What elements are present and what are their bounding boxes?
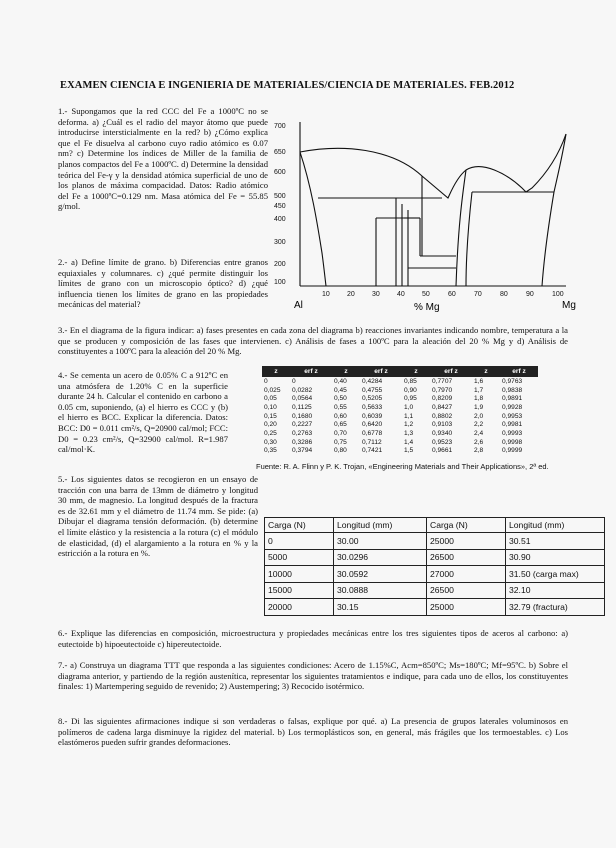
table-header: erf z bbox=[290, 366, 332, 377]
table-cell: 32.79 (fractura) bbox=[506, 599, 605, 616]
x-tick-label: 20 bbox=[347, 291, 355, 298]
y-tick-label: 450 bbox=[274, 203, 286, 210]
table-cell: 1,0 bbox=[404, 403, 414, 411]
table-row bbox=[265, 599, 605, 616]
table-cell: 0,9103 bbox=[432, 421, 453, 429]
table-cell: 0,35 bbox=[264, 447, 277, 455]
table-cell: 0,20 bbox=[264, 421, 277, 429]
mg-solvus bbox=[542, 192, 554, 286]
table-cell: 0,15 bbox=[264, 412, 277, 420]
question-5: 5.- Los siguientes datos se recogieron en un ensayo de tracción con una barra de 13mm de diámetro y longitud 30 mm, de magnesio. La longitud después de la fractura es de 32.61 mm y el diámetro de 11.74 mm. Se pide: (a) Dibujar el diagrama tensión deformación. (b) determine el límite elástico y la resistencia a la rotura (c) el módulo de elasticidad, (d) el alargamiento a la rotura en % y la estricción a la rotura en %. bbox=[58, 474, 258, 559]
y-tick-label: 400 bbox=[274, 216, 286, 223]
table-cell: 1,1 bbox=[404, 412, 414, 420]
table-cell: 0,90 bbox=[404, 386, 417, 394]
table-cell: 1,9 bbox=[474, 403, 484, 411]
table-cell: 0,9661 bbox=[432, 447, 453, 455]
x-tick-label: 60 bbox=[448, 291, 456, 298]
question-1: 1.- Supongamos que la red CCC del Fe a 1000ºC no se deforma. a) ¿Cuál es el radio del mayor átomo que puede introducirse intersticialmente en la red? b) ¿Cómo explica que el Fe disuelva al carbono cuyo radio atómico es 0.07 nm? c) Determine los índices de Miller de la familia de planos compactos del Fe a 1000ºC. d) Determine la densidad teórica del Fe-γ y la densidad atómica superficial de uno de los planos de máxima compacidad. Datos: Radio atómico del Fe a 1000ºC=0.129 nm. Masa atómica del Fe = 55.85 g/mol. bbox=[58, 106, 268, 212]
table-cell: 0,6039 bbox=[362, 412, 383, 420]
table-row bbox=[262, 429, 538, 438]
table-header: z bbox=[402, 366, 430, 377]
y-tick-label: 100 bbox=[274, 279, 286, 286]
table-cell: 0,8802 bbox=[432, 412, 453, 420]
table-header: z bbox=[472, 366, 500, 377]
table-cell: 2,0 bbox=[474, 412, 484, 420]
tensile-data-table bbox=[264, 517, 605, 616]
table-cell: 0,25 bbox=[264, 429, 277, 437]
phase-line bbox=[456, 170, 466, 286]
table-cell: 2,2 bbox=[474, 421, 484, 429]
table-cell: 26500 bbox=[427, 582, 506, 599]
table-cell: 1,3 bbox=[404, 429, 414, 437]
table-cell: 0,50 bbox=[334, 395, 347, 403]
x-tick-label: 50 bbox=[422, 291, 430, 298]
y-tick-label: 300 bbox=[274, 239, 286, 246]
table-cell: 0,95 bbox=[404, 395, 417, 403]
table-cell: 27000 bbox=[427, 566, 506, 583]
table-cell: 20000 bbox=[265, 599, 334, 616]
table-cell: 0,0282 bbox=[292, 386, 313, 394]
question-3: 3.- En el diagrama de la figura indicar: a) fases presentes en cada zona del diagrama b) reacciones invariantes indicando nombre, temperatura a la que se producen y composición de las fases que intervienen. c) Análisis de fases a 100ºC para la aleación del 20 % Mg y d) Análisis de constituyentes a 100ºC para la aleación del 20 % Mg. bbox=[58, 325, 568, 357]
table-header: Carga (N) bbox=[427, 518, 506, 533]
table-cell: 0,55 bbox=[334, 403, 347, 411]
table-cell: 30.0888 bbox=[334, 582, 427, 599]
table-row bbox=[265, 566, 605, 583]
table-cell: 0,40 bbox=[334, 377, 347, 385]
table-row bbox=[265, 582, 605, 599]
erf-table bbox=[262, 366, 538, 455]
table-cell: 2,4 bbox=[474, 429, 484, 437]
table-cell: 0,9523 bbox=[432, 438, 453, 446]
table-cell: 0,9340 bbox=[432, 429, 453, 437]
table-cell: 0,5633 bbox=[362, 403, 383, 411]
al-label: Al bbox=[294, 300, 303, 311]
table-cell: 25000 bbox=[427, 533, 506, 550]
table-header: Longitud (mm) bbox=[506, 518, 605, 533]
table-row bbox=[265, 533, 605, 550]
question-7: 7.- a) Construya un diagrama TTT que responda a las siguientes condiciones: Acero de 1.15%C, Acm=850ºC; Ms=180ºC; Mf=95ºC. b) Sobre el diagrama anterior, y partiendo de la región austenítica, representar los siguientes tratamientos e indique, para cada uno de ellos, los constituyentes finales: 1) Martempering seguido de revenido; 2) Austempering; 3) Recocido isotérmico. bbox=[58, 660, 568, 692]
y-tick-label: 600 bbox=[274, 169, 286, 176]
table-cell: 0,45 bbox=[334, 386, 347, 394]
table-cell: 0,9891 bbox=[502, 395, 523, 403]
table-cell: 1,6 bbox=[474, 377, 484, 385]
table-cell: 0,8427 bbox=[432, 403, 453, 411]
table-row bbox=[265, 549, 605, 566]
y-tick-label: 500 bbox=[274, 193, 286, 200]
table-cell: 0,6420 bbox=[362, 421, 383, 429]
table-cell: 1,8 bbox=[474, 395, 484, 403]
x-tick-label: 10 bbox=[322, 291, 330, 298]
table-header: z bbox=[332, 366, 360, 377]
y-tick-label: 700 bbox=[274, 123, 286, 130]
table-cell: 1,2 bbox=[404, 421, 414, 429]
table-cell: 0,10 bbox=[264, 403, 277, 411]
table-cell: 0,9838 bbox=[502, 386, 523, 394]
table-row bbox=[262, 438, 538, 447]
table-cell: 30.51 bbox=[506, 533, 605, 550]
x-tick-label: 40 bbox=[397, 291, 405, 298]
table-cell: 0 bbox=[265, 533, 334, 550]
table-row bbox=[262, 377, 538, 386]
table-header: erf z bbox=[500, 366, 538, 377]
table-cell: 5000 bbox=[265, 549, 334, 566]
al-mg-phase-diagram bbox=[272, 118, 582, 314]
table-cell: 1,4 bbox=[404, 438, 414, 446]
table-cell: 0,30 bbox=[264, 438, 277, 446]
x-tick-label: 90 bbox=[526, 291, 534, 298]
table-cell: 30.0296 bbox=[334, 549, 427, 566]
x-axis-label: % Mg bbox=[414, 302, 440, 313]
table-cell: 0,3794 bbox=[292, 447, 313, 455]
question-8: 8.- Di las siguientes afirmaciones indique si son verdaderas o falsas, explique por qué. a) La presencia de grupos laterales voluminosos en polímeros de cadena larga disminuye la rigidez del material. b) Los termoplásticos son, en general, más frágiles que los termoestables. c) Los elastómeros pueden sufrir grandes deformaciones. bbox=[58, 716, 568, 748]
table-cell: 31.50 (carga max) bbox=[506, 566, 605, 583]
table-header: Carga (N) bbox=[265, 518, 334, 533]
table-cell: 2,8 bbox=[474, 447, 484, 455]
table-cell: 0,60 bbox=[334, 412, 347, 420]
table-cell: 0,85 bbox=[404, 377, 417, 385]
table-row bbox=[262, 420, 538, 429]
table-header: z bbox=[262, 366, 290, 377]
table-cell: 2,6 bbox=[474, 438, 484, 446]
table-cell: 0,75 bbox=[334, 438, 347, 446]
table-cell: 30.0592 bbox=[334, 566, 427, 583]
table-row bbox=[262, 403, 538, 412]
table-cell: 25000 bbox=[427, 599, 506, 616]
table-cell: 0,7970 bbox=[432, 386, 453, 394]
table-cell: 0,2763 bbox=[292, 429, 313, 437]
table-cell: 0,2227 bbox=[292, 421, 313, 429]
table-cell: 0 bbox=[264, 377, 268, 385]
table-cell: 0,4755 bbox=[362, 386, 383, 394]
table-cell: 0,9998 bbox=[502, 438, 523, 446]
table-cell: 0,3286 bbox=[292, 438, 313, 446]
table-cell: 0,9981 bbox=[502, 421, 523, 429]
al-solvus bbox=[300, 152, 326, 286]
table-cell: 0,9999 bbox=[502, 447, 523, 455]
question-4: 4.- Se cementa un acero de 0.05% C a 912ºC en una atmósfera de 1.20% C en la superficie durante 24 h. Calcular el contenido en carbono a 0.05 cm, suponiendo, (a) el hierro es CCC y (b) el hierro es BCC. Explicar la diferencia. Datos: BCC: D0 = 0.011 cm²/s, Q=20900 cal/mol; FCC: D0 = 0.23 cm²/s, Q=32900 cal/mol. R=1.987 cal/mol·K. bbox=[58, 370, 228, 455]
table-row bbox=[262, 447, 538, 456]
table-cell: 0,70 bbox=[334, 429, 347, 437]
table-cell: 0,1125 bbox=[292, 403, 312, 411]
table-cell: 32.10 bbox=[506, 582, 605, 599]
exam-title: EXAMEN CIENCIA E INGENIERIA DE MATERIALES/CIENCIA DE MATERIALES. FEB.2012 bbox=[60, 80, 515, 91]
phase-line bbox=[466, 192, 472, 286]
question-6: 6.- Explique las diferencias en composición, microestructura y propiedades mecánicas entre los tres siguientes tipos de aceros al carbono: a) eutectoide b) hipoeutectoide c) hipereutectoide. bbox=[58, 628, 568, 649]
table-cell: 0,80 bbox=[334, 447, 347, 455]
table-cell: 1,5 bbox=[404, 447, 414, 455]
table-cell: 0,5205 bbox=[362, 395, 383, 403]
table-cell: 0,9928 bbox=[502, 403, 523, 411]
table-cell: 0,025 bbox=[264, 386, 281, 394]
table-header: erf z bbox=[430, 366, 472, 377]
table-cell: 0,1680 bbox=[292, 412, 313, 420]
table-cell: 0,9763 bbox=[502, 377, 523, 385]
table-cell: 0,0564 bbox=[292, 395, 313, 403]
table-row bbox=[262, 412, 538, 421]
mg-label: Mg bbox=[562, 300, 576, 311]
table-cell: 0,05 bbox=[264, 395, 277, 403]
table-cell: 0,7707 bbox=[432, 377, 453, 385]
table-cell: 1,7 bbox=[474, 386, 484, 394]
table-cell: 10000 bbox=[265, 566, 334, 583]
table-cell: 0,9993 bbox=[502, 429, 523, 437]
table-cell: 0,9953 bbox=[502, 412, 523, 420]
table-cell: 0,7421 bbox=[362, 447, 383, 455]
x-tick-label: 70 bbox=[474, 291, 482, 298]
liquidus-line bbox=[300, 134, 566, 198]
mg-solidus bbox=[554, 134, 566, 192]
table-row bbox=[262, 394, 538, 403]
table-header: erf z bbox=[360, 366, 402, 377]
table-cell: 0,7112 bbox=[362, 438, 382, 446]
table-header: Longitud (mm) bbox=[334, 518, 427, 533]
table-cell: 15000 bbox=[265, 582, 334, 599]
y-tick-label: 200 bbox=[274, 261, 286, 268]
table-row bbox=[262, 386, 538, 395]
table-cell: 30.90 bbox=[506, 549, 605, 566]
table-cell: 0,8209 bbox=[432, 395, 453, 403]
table-cell: 26500 bbox=[427, 549, 506, 566]
table-cell: 0,4284 bbox=[362, 377, 383, 385]
x-tick-label: 30 bbox=[372, 291, 380, 298]
table-cell: 0,65 bbox=[334, 421, 347, 429]
question-2: 2.- a) Define límite de grano. b) Diferencias entre granos equiaxiales y columnares. c) ¿qué permite distinguir los límites de grano con un microscopio óptico? d) ¿qué influencia tienen los límites de grano en las propiedades mecánicas del material? bbox=[58, 257, 268, 310]
x-tick-label: 80 bbox=[500, 291, 508, 298]
erf-table-caption: Fuente: R. A. Flinn y P. K. Trojan, «Engineering Materials and Their Applications», 2ª ed. bbox=[256, 462, 549, 471]
x-tick-label: 100 bbox=[552, 291, 564, 298]
table-cell: 0,6778 bbox=[362, 429, 383, 437]
table-cell: 0 bbox=[292, 377, 296, 385]
y-tick-label: 650 bbox=[274, 149, 286, 156]
table-cell: 30.15 bbox=[334, 599, 427, 616]
table-cell: 30.00 bbox=[334, 533, 427, 550]
